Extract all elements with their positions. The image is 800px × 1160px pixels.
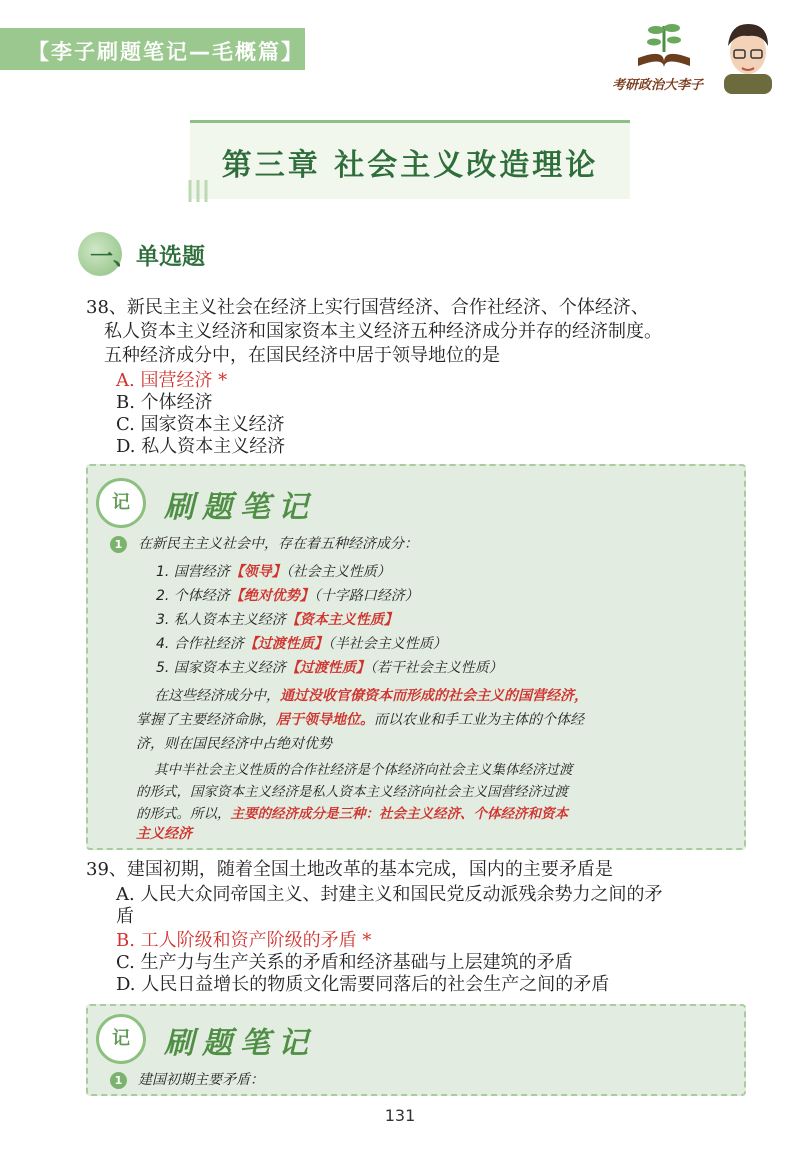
q39-option-b: B. 工人阶级和资产阶级的矛盾 * [116, 930, 372, 951]
note1-item-1: 1. 国营经济【领导】（社会主义性质） [156, 564, 391, 580]
note-box-2 [86, 1004, 746, 1096]
note1-para1-line3: 济，则在国民经济中占绝对优势 [136, 736, 332, 752]
note1-para2-line3: 的形式。所以，主要的经济成分是三种：社会主义经济、个体经济和资本 [136, 806, 568, 822]
note1-intro: 在新民主主义社会中，存在着五种经济成分： [138, 536, 418, 552]
q38-option-d: D. 私人资本主义经济 [116, 436, 286, 457]
header-tab-label: 【李子刷题笔记—毛概篇】 [28, 40, 304, 64]
note1-para2-line2: 的形式，国家资本主义经济是私人资本主义经济向社会主义国营经济过渡 [136, 784, 568, 800]
note-badge-icon: 记 [96, 478, 146, 528]
avatar [718, 16, 778, 94]
note1-item-4: 4. 合作社经济【过渡性质】（半社会主义性质） [156, 636, 447, 652]
note1-item-3: 3. 私人资本主义经济【资本主义性质】 [156, 612, 398, 628]
note1-para1-line2: 掌握了主要经济命脉，居于领导地位。而以农业和手工业为主体的个体经 [136, 712, 584, 728]
q38-stem-line-1: 38、新民主主义社会在经济上实行国营经济、合作社经济、个体经济、 [86, 297, 649, 318]
q39-stem: 39、建国初期，随着全国土地改革的基本完成，国内的主要矛盾是 [86, 859, 613, 880]
note1-item-2: 2. 个体经济【绝对优势】（十字路口经济） [156, 588, 419, 604]
note-badge-icon: 记 [96, 1014, 146, 1064]
chapter-title: 第三章 社会主义改造理论 [221, 148, 599, 183]
page-number: 131 [384, 1106, 416, 1125]
note-title: 刷题笔记 [164, 1026, 316, 1061]
note1-para1-line1: 在这些经济成分中，通过没收官僚资本而形成的社会主义的国营经济， [154, 688, 588, 704]
q38-option-c: C. 国家资本主义经济 [116, 414, 285, 435]
section-title: 一、单选题 [90, 244, 205, 270]
note-title: 刷题笔记 [164, 490, 316, 525]
logo-text: 考研政治大李子 [612, 78, 704, 93]
q39-option-d: D. 人民日益增长的物质文化需要同落后的社会生产之间的矛盾 [116, 974, 610, 995]
note2-intro: 建国初期主要矛盾： [138, 1072, 264, 1088]
note1-item-5: 5. 国家资本主义经济【过渡性质】（若干社会主义性质） [156, 660, 503, 676]
bullet-number-1: 1 [110, 1072, 127, 1089]
bullet-number-1: 1 [110, 536, 127, 553]
note1-para2-line4: 主义经济 [136, 826, 192, 842]
q39-option-c: C. 生产力与生产关系的矛盾和经济基础与上层建筑的矛盾 [116, 952, 573, 973]
note-box-1 [86, 464, 746, 850]
note1-para2-line1: 其中半社会主义性质的合作社经济是个体经济向社会主义集体经济过渡 [154, 762, 573, 778]
q38-option-b: B. 个体经济 [116, 392, 213, 413]
book-plant-logo-icon [632, 18, 696, 70]
q39-option-a-line1: A. 人民大众同帝国主义、封建主义和国民党反动派残余势力之间的矛 [116, 884, 663, 905]
q39-option-a-line2: 盾 [116, 906, 134, 927]
q38-option-a: A. 国营经济 * [116, 370, 228, 391]
q38-stem-line-3: 五种经济成分中，在国民经济中居于领导地位的是 [104, 345, 500, 366]
header-tab [0, 28, 305, 70]
q38-stem-line-2: 私人资本主义经济和国家资本主义经济五种经济成分并存的经济制度。 [104, 321, 662, 342]
